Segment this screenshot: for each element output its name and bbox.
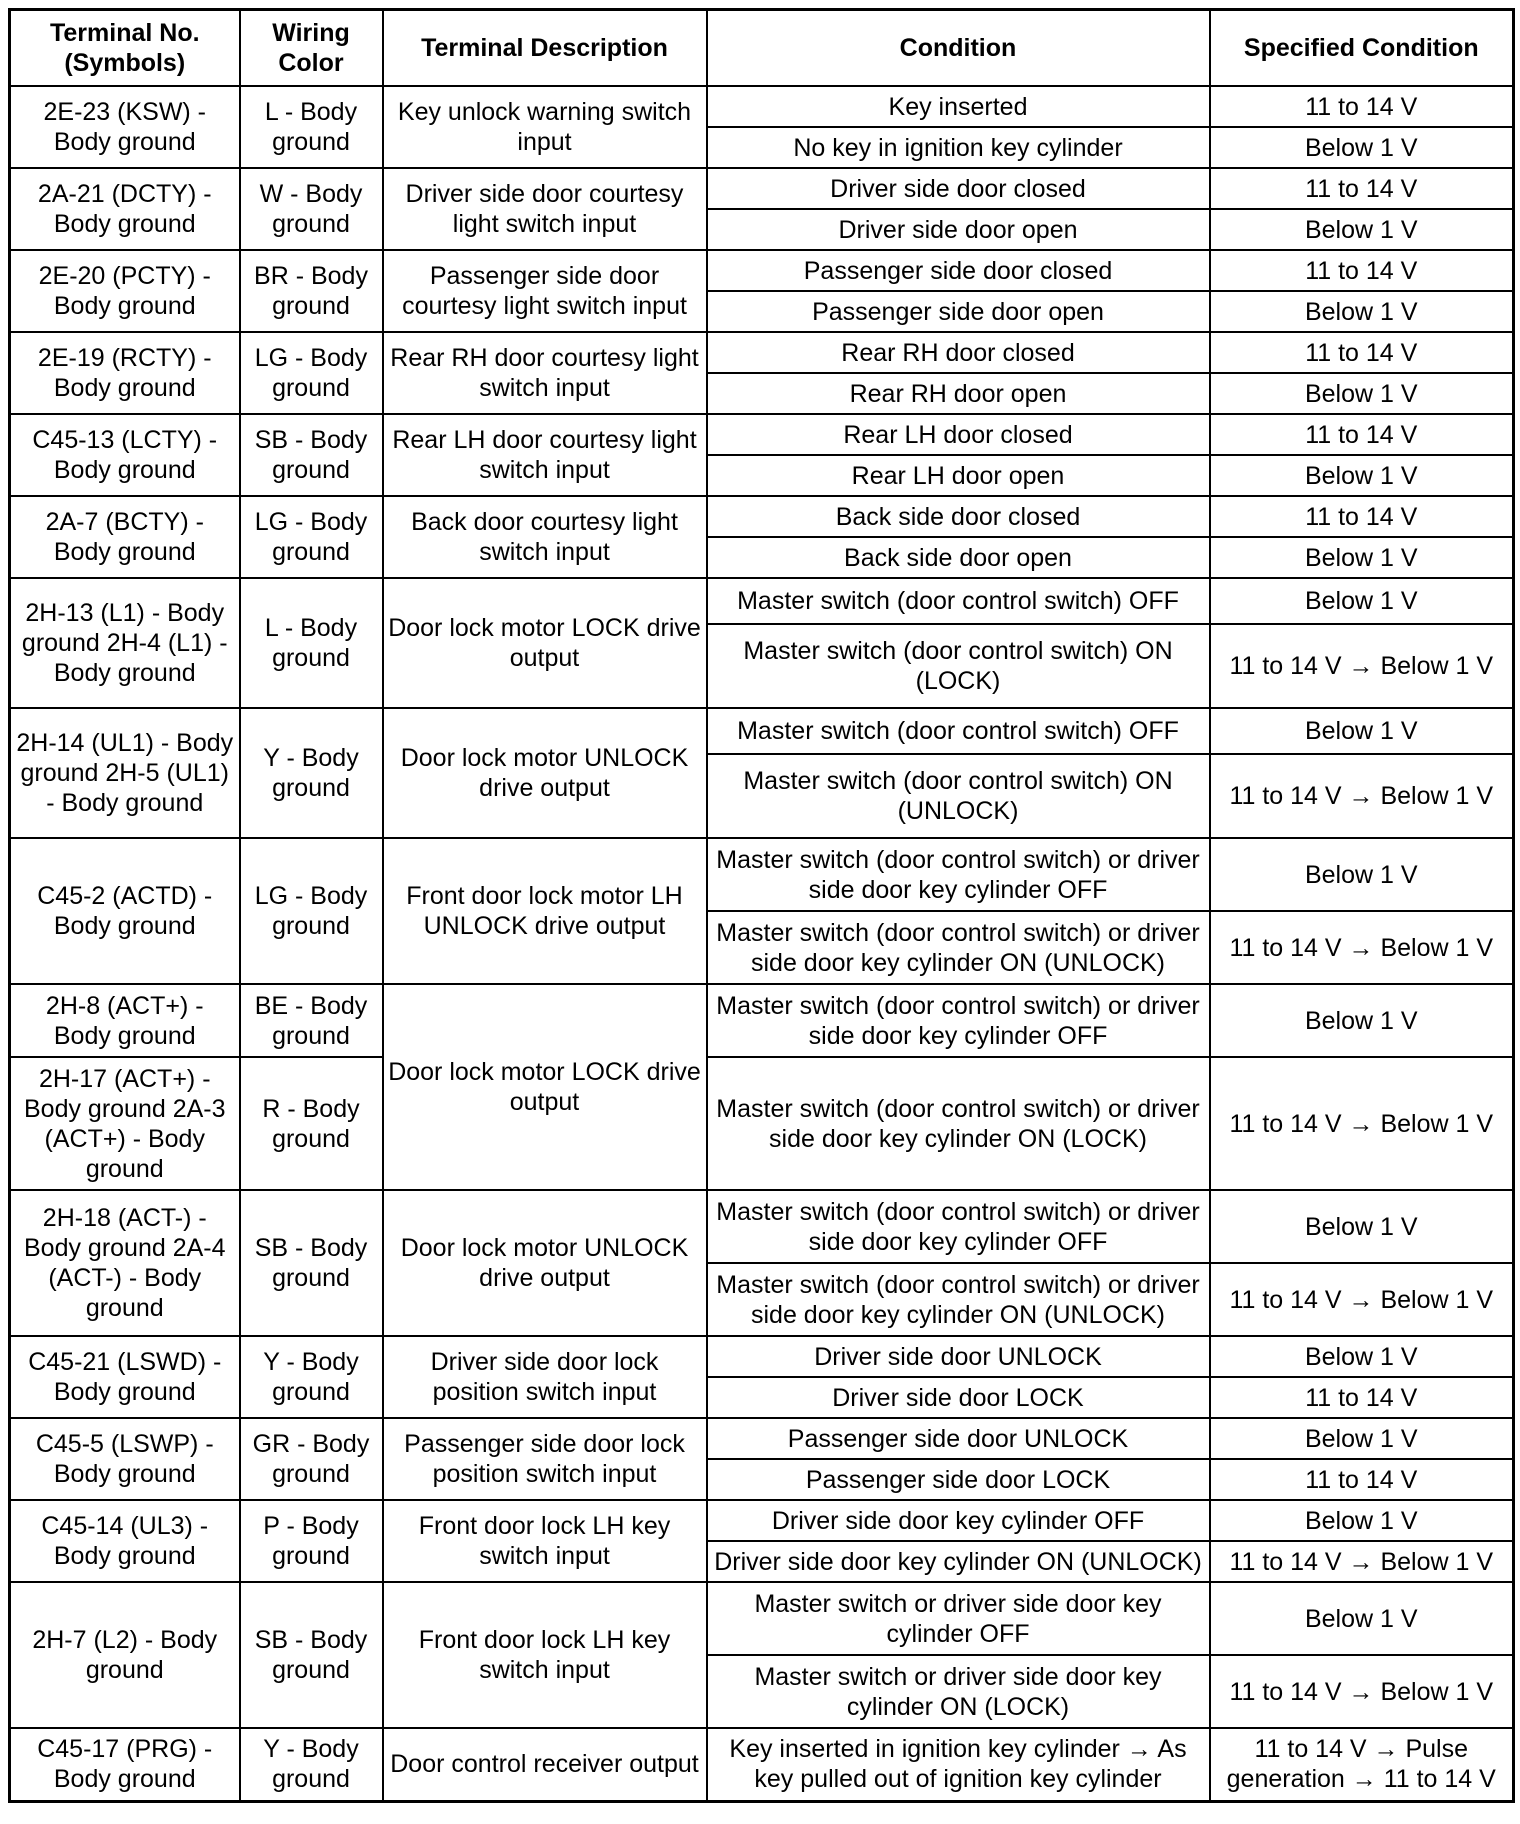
spec-cell: 11 to 14 V → Below 1 V (1210, 1263, 1514, 1336)
wiring-color-cell: R - Body ground (240, 1057, 383, 1190)
wiring-color-cell: P - Body ground (240, 1500, 383, 1582)
terminal-cell: C45-13 (LCTY) - Body ground (10, 414, 240, 496)
header-terminal: Terminal No. (Symbols) (10, 10, 240, 87)
condition-cell: Rear LH door closed (707, 414, 1210, 455)
condition-cell: Passenger side door open (707, 291, 1210, 332)
description-cell: Rear RH door courtesy light switch input (383, 332, 707, 414)
description-cell: Driver side door lock position switch input (383, 1336, 707, 1418)
spec-cell: Below 1 V (1210, 373, 1514, 414)
description-cell: Door control receiver output (383, 1728, 707, 1801)
condition-cell: Rear RH door closed (707, 332, 1210, 373)
table-row (10, 1057, 1514, 1190)
spec-cell: Below 1 V (1210, 1582, 1514, 1655)
spec-cell: 11 to 14 V → Below 1 V (1210, 1057, 1514, 1190)
spec-cell: Below 1 V (1210, 291, 1514, 332)
condition-cell: Master switch (door control switch) or driver side door key cylinder OFF (707, 984, 1210, 1057)
spec-cell: 11 to 14 V (1210, 332, 1514, 373)
condition-cell: Master switch (door control switch) or driver side door key cylinder OFF (707, 838, 1210, 911)
terminal-cell: 2A-21 (DCTY) - Body ground (10, 168, 240, 250)
table-row (10, 250, 1514, 291)
condition-cell: Driver side door UNLOCK (707, 1336, 1210, 1377)
condition-cell: Master switch (door control switch) or driver side door key cylinder OFF (707, 1190, 1210, 1263)
spec-cell: 11 to 14 V (1210, 1377, 1514, 1418)
terminal-table (8, 8, 1515, 1803)
table-row (10, 838, 1514, 911)
spec-cell: Below 1 V (1210, 708, 1514, 754)
condition-cell: Master switch (door control switch) ON (UNLOCK) (707, 754, 1210, 838)
table-row (10, 578, 1514, 624)
condition-cell: Passenger side door closed (707, 250, 1210, 291)
description-cell: Front door lock LH key switch input (383, 1500, 707, 1582)
condition-cell: Driver side door key cylinder ON (UNLOCK) (707, 1541, 1210, 1582)
spec-cell: 11 to 14 V (1210, 414, 1514, 455)
terminal-cell: 2E-20 (PCTY) - Body ground (10, 250, 240, 332)
terminal-cell: 2H-8 (ACT+) - Body ground (10, 984, 240, 1057)
wiring-color-cell: W - Body ground (240, 168, 383, 250)
terminal-cell: C45-14 (UL3) - Body ground (10, 1500, 240, 1582)
wiring-color-cell: LG - Body ground (240, 332, 383, 414)
description-cell: Front door lock LH key switch input (383, 1582, 707, 1728)
condition-cell: Key inserted in ignition key cylinder → As key pulled out of ignition key cylinder (707, 1728, 1210, 1801)
condition-cell: Rear LH door open (707, 455, 1210, 496)
spec-cell: Below 1 V (1210, 578, 1514, 624)
spec-cell: 11 to 14 V (1210, 168, 1514, 209)
header-specified-condition: Specified Condition (1210, 10, 1514, 87)
spec-cell: 11 to 14 V → Below 1 V (1210, 1655, 1514, 1728)
wiring-color-cell: SB - Body ground (240, 1190, 383, 1336)
condition-cell: Master switch or driver side door key cylinder OFF (707, 1582, 1210, 1655)
description-cell: Passenger side door lock position switch input (383, 1418, 707, 1500)
condition-cell: Master switch (door control switch) OFF (707, 578, 1210, 624)
table-row (10, 496, 1514, 537)
condition-cell: Driver side door key cylinder OFF (707, 1500, 1210, 1541)
wiring-color-cell: GR - Body ground (240, 1418, 383, 1500)
terminal-cell: C45-2 (ACTD) - Body ground (10, 838, 240, 984)
condition-cell: Master switch (door control switch) ON (LOCK) (707, 624, 1210, 708)
header-terminal-description: Terminal Description (383, 10, 707, 87)
description-cell: Door lock motor LOCK drive output (383, 578, 707, 708)
terminal-cell: 2H-7 (L2) - Body ground (10, 1582, 240, 1728)
wiring-color-cell: SB - Body ground (240, 1582, 383, 1728)
description-cell: Back door courtesy light switch input (383, 496, 707, 578)
condition-cell: Driver side door open (707, 209, 1210, 250)
condition-cell: Master switch or driver side door key cylinder ON (LOCK) (707, 1655, 1210, 1728)
table-row (10, 86, 1514, 127)
description-cell: Door lock motor UNLOCK drive output (383, 708, 707, 838)
terminal-cell: C45-5 (LSWP) - Body ground (10, 1418, 240, 1500)
condition-cell: Passenger side door LOCK (707, 1459, 1210, 1500)
wiring-color-cell: Y - Body ground (240, 1336, 383, 1418)
condition-cell: Back side door open (707, 537, 1210, 578)
description-cell: Key unlock warning switch input (383, 86, 707, 168)
spec-cell: 11 to 14 V (1210, 1459, 1514, 1500)
table-row (10, 1190, 1514, 1263)
terminal-table-container (8, 8, 1515, 1803)
terminal-cell: 2E-19 (RCTY) - Body ground (10, 332, 240, 414)
wiring-color-cell: LG - Body ground (240, 496, 383, 578)
wiring-color-cell: Y - Body ground (240, 1728, 383, 1801)
spec-cell: 11 to 14 V (1210, 496, 1514, 537)
condition-cell: No key in ignition key cylinder (707, 127, 1210, 168)
header-wiring-color: Wiring Color (240, 10, 383, 87)
table-row (10, 984, 1514, 1057)
table-row (10, 1500, 1514, 1541)
condition-cell: Driver side door LOCK (707, 1377, 1210, 1418)
spec-cell: 11 to 14 V → Pulse generation → 11 to 14 V (1210, 1728, 1514, 1801)
terminal-cell: 2A-7 (BCTY) - Body ground (10, 496, 240, 578)
condition-cell: Back side door closed (707, 496, 1210, 537)
spec-cell: Below 1 V (1210, 127, 1514, 168)
spec-cell: Below 1 V (1210, 1336, 1514, 1377)
terminal-cell: 2H-18 (ACT-) - Body ground 2A-4 (ACT-) - Body ground (10, 1190, 240, 1336)
spec-cell: 11 to 14 V (1210, 86, 1514, 127)
spec-cell: Below 1 V (1210, 984, 1514, 1057)
description-cell: Rear LH door courtesy light switch input (383, 414, 707, 496)
spec-cell: 11 to 14 V (1210, 250, 1514, 291)
spec-cell: 11 to 14 V → Below 1 V (1210, 1541, 1514, 1582)
spec-cell: Below 1 V (1210, 838, 1514, 911)
condition-cell: Driver side door closed (707, 168, 1210, 209)
spec-cell: Below 1 V (1210, 209, 1514, 250)
description-cell: Door lock motor UNLOCK drive output (383, 1190, 707, 1336)
spec-cell: Below 1 V (1210, 1190, 1514, 1263)
condition-cell: Master switch (door control switch) or driver side door key cylinder ON (UNLOCK) (707, 1263, 1210, 1336)
table-row (10, 1728, 1514, 1801)
table-row (10, 414, 1514, 455)
wiring-color-cell: SB - Body ground (240, 414, 383, 496)
terminal-cell: 2H-14 (UL1) - Body ground 2H-5 (UL1) - Body ground (10, 708, 240, 838)
wiring-color-cell: BE - Body ground (240, 984, 383, 1057)
condition-cell: Rear RH door open (707, 373, 1210, 414)
table-row (10, 1582, 1514, 1655)
wiring-color-cell: BR - Body ground (240, 250, 383, 332)
table-row (10, 708, 1514, 754)
spec-cell: 11 to 14 V → Below 1 V (1210, 911, 1514, 984)
wiring-color-cell: LG - Body ground (240, 838, 383, 984)
spec-cell: Below 1 V (1210, 455, 1514, 496)
spec-cell: 11 to 14 V → Below 1 V (1210, 754, 1514, 838)
wiring-color-cell: L - Body ground (240, 86, 383, 168)
description-cell: Front door lock motor LH UNLOCK drive output (383, 838, 707, 984)
spec-cell: Below 1 V (1210, 537, 1514, 578)
table-row (10, 332, 1514, 373)
wiring-color-cell: L - Body ground (240, 578, 383, 708)
header-condition: Condition (707, 10, 1210, 87)
spec-cell: Below 1 V (1210, 1500, 1514, 1541)
terminal-cell: 2H-17 (ACT+) - Body ground 2A-3 (ACT+) - Body ground (10, 1057, 240, 1190)
header-row (10, 10, 1514, 87)
terminal-cell: 2H-13 (L1) - Body ground 2H-4 (L1) - Body ground (10, 578, 240, 708)
condition-cell: Master switch (door control switch) OFF (707, 708, 1210, 754)
table-row (10, 168, 1514, 209)
terminal-cell: 2E-23 (KSW) - Body ground (10, 86, 240, 168)
spec-cell: 11 to 14 V → Below 1 V (1210, 624, 1514, 708)
condition-cell: Master switch (door control switch) or driver side door key cylinder ON (UNLOCK) (707, 911, 1210, 984)
description-cell: Passenger side door courtesy light switch input (383, 250, 707, 332)
terminal-cell: C45-21 (LSWD) - Body ground (10, 1336, 240, 1418)
condition-cell: Master switch (door control switch) or driver side door key cylinder ON (LOCK) (707, 1057, 1210, 1190)
wiring-color-cell: Y - Body ground (240, 708, 383, 838)
table-row (10, 1336, 1514, 1377)
table-row (10, 1418, 1514, 1459)
condition-cell: Passenger side door UNLOCK (707, 1418, 1210, 1459)
description-cell: Door lock motor LOCK drive output (383, 984, 707, 1190)
condition-cell: Key inserted (707, 86, 1210, 127)
description-cell: Driver side door courtesy light switch input (383, 168, 707, 250)
terminal-cell: C45-17 (PRG) - Body ground (10, 1728, 240, 1801)
spec-cell: Below 1 V (1210, 1418, 1514, 1459)
